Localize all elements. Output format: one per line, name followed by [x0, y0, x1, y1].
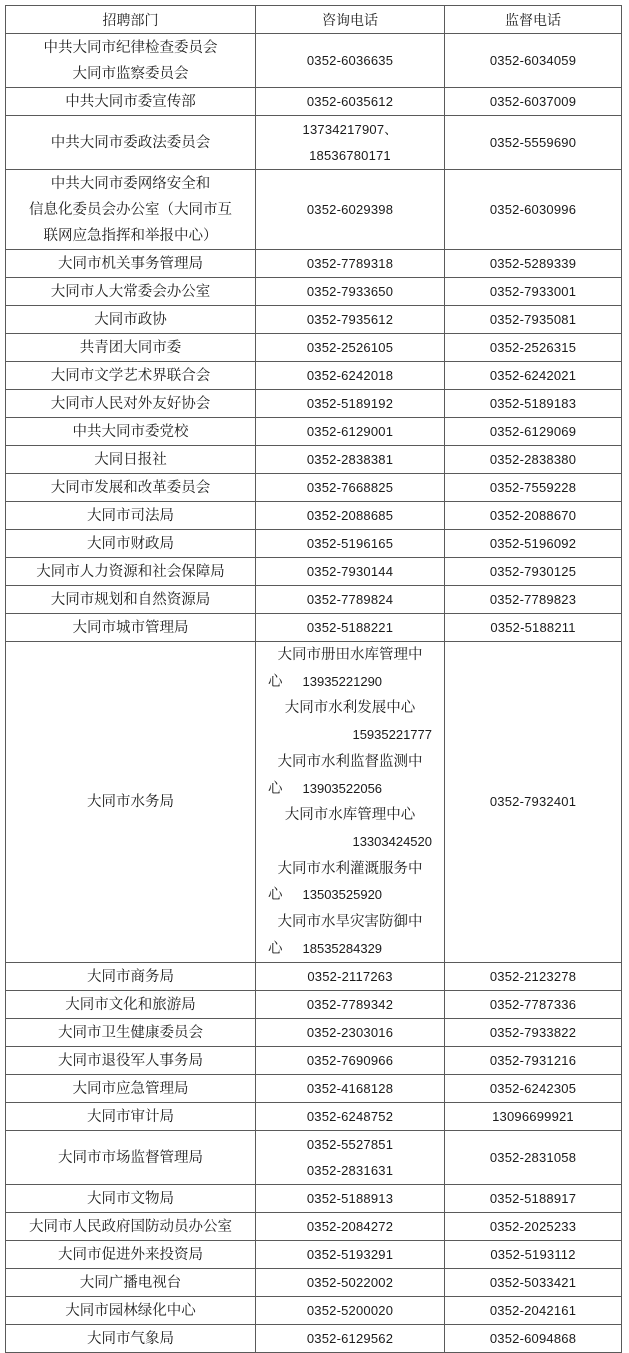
supervise-phone-cell: 0352-7559228 — [445, 474, 622, 502]
consult-phone: 18536780171 — [309, 147, 391, 163]
header-consult-phone: 咨询电话 — [256, 6, 445, 34]
table-row — [6, 418, 622, 446]
department-line: 大同市应急管理局 — [72, 1080, 189, 1097]
unit-name-tail: 心 — [268, 673, 283, 690]
table-row — [6, 642, 622, 963]
department-cell — [6, 1047, 256, 1075]
consult-phone: 0352-5527851 — [306, 1136, 394, 1152]
department-cell — [6, 390, 256, 418]
department-line: 中共大同市委政法委员会 — [50, 134, 211, 151]
consult-phone-cell — [256, 1297, 445, 1325]
consult-phone-cell — [256, 963, 445, 991]
department-cell — [6, 334, 256, 362]
unit-phone: 13903522056 — [302, 780, 383, 796]
supervise-phone-cell: 0352-5193112 — [445, 1241, 622, 1269]
table-row — [6, 390, 622, 418]
department-line: 大同日报社 — [94, 451, 167, 468]
department-line: 大同广播电视台 — [79, 1274, 182, 1291]
consult-phone: 0352-6248752 — [306, 1108, 394, 1124]
unit-name-line — [258, 695, 442, 722]
department-cell — [6, 34, 256, 88]
unit-phone: 13303424520 — [352, 833, 432, 849]
table-row — [6, 1269, 622, 1297]
unit-name: 大同市水利灌溉服务中 — [277, 860, 423, 877]
consult-phone-cell — [256, 1131, 445, 1185]
unit-phone-line — [258, 669, 442, 696]
unit-name-line — [258, 749, 442, 776]
supervise-phone-cell: 0352-5033421 — [445, 1269, 622, 1297]
table-row — [6, 1213, 622, 1241]
table-row — [6, 1185, 622, 1213]
table-row — [6, 334, 622, 362]
supervise-phone-cell: 0352-6037009 — [445, 88, 622, 116]
supervise-phone-cell: 0352-2025233 — [445, 1213, 622, 1241]
consult-phone: 0352-7789342 — [306, 996, 394, 1012]
department-cell — [6, 88, 256, 116]
table-row — [6, 558, 622, 586]
consult-phone-cell — [256, 1241, 445, 1269]
consult-phone-cell — [256, 1075, 445, 1103]
department-line: 大同市卫生健康委员会 — [58, 1024, 203, 1041]
department-cell — [6, 1213, 256, 1241]
supervise-phone-cell: 0352-5188917 — [445, 1185, 622, 1213]
department-line: 大同市司法局 — [87, 507, 174, 524]
consult-phone: 0352-4168128 — [306, 1080, 394, 1096]
department-cell — [6, 963, 256, 991]
department-cell — [6, 306, 256, 334]
department-cell — [6, 170, 256, 250]
department-cell — [6, 1131, 256, 1185]
table-row — [6, 278, 622, 306]
supervise-phone-cell: 0352-5196092 — [445, 530, 622, 558]
supervise-phone-cell: 0352-6242305 — [445, 1075, 622, 1103]
department-line: 信息化委员会办公室（大同市互 — [29, 201, 232, 218]
consult-phone-cell — [256, 390, 445, 418]
department-cell — [6, 991, 256, 1019]
department-line: 大同市园林绿化中心 — [65, 1302, 196, 1319]
department-line: 大同市促进外来投资局 — [58, 1246, 203, 1263]
unit-phone-line — [258, 829, 442, 856]
table-row — [6, 170, 622, 250]
department-cell — [6, 1075, 256, 1103]
consult-phone-cell — [256, 642, 445, 963]
table-row — [6, 34, 622, 88]
table-row — [6, 1103, 622, 1131]
consult-phone-cell — [256, 1269, 445, 1297]
department-cell — [6, 474, 256, 502]
department-cell — [6, 1297, 256, 1325]
consult-phone-cell — [256, 250, 445, 278]
table-row — [6, 991, 622, 1019]
consult-phone: 0352-2084272 — [306, 1218, 394, 1234]
unit-phone-line — [258, 776, 442, 803]
consult-phone: 0352-7935612 — [306, 311, 394, 327]
unit-name-line — [258, 909, 442, 936]
consult-phone: 0352-2838381 — [306, 451, 394, 467]
supervise-phone-cell: 0352-7931216 — [445, 1047, 622, 1075]
department-cell — [6, 502, 256, 530]
consult-phone-cell — [256, 1103, 445, 1131]
consult-phone: 0352-5022002 — [306, 1274, 394, 1290]
consult-phone-cell — [256, 502, 445, 530]
unit-name: 大同市水利发展中心 — [284, 700, 416, 717]
department-line: 大同市发展和改革委员会 — [50, 479, 211, 496]
unit-name-tail: 心 — [268, 887, 283, 904]
department-line: 大同市机关事务管理局 — [58, 255, 203, 272]
unit-name-tail: 心 — [268, 780, 283, 797]
consult-phone-cell — [256, 170, 445, 250]
consult-phone-cell — [256, 446, 445, 474]
department-cell — [6, 446, 256, 474]
supervise-phone-cell: 0352-6094868 — [445, 1325, 622, 1353]
consult-phone-cell — [256, 34, 445, 88]
consult-phone: 0352-6129001 — [306, 423, 394, 439]
consult-phone: 0352-6242018 — [306, 367, 394, 383]
consult-phone: 0352-7690966 — [306, 1052, 394, 1068]
supervise-phone-cell: 0352-7933822 — [445, 1019, 622, 1047]
supervise-phone-cell: 0352-7932401 — [445, 642, 622, 963]
department-line: 大同市政协 — [94, 311, 167, 328]
supervise-phone-cell: 0352-6034059 — [445, 34, 622, 88]
unit-name: 大同市册田水库管理中 — [277, 647, 423, 663]
department-line: 共青团大同市委 — [79, 339, 182, 356]
department-cell — [6, 558, 256, 586]
department-line: 联网应急指挥和举报中心） — [43, 227, 218, 244]
department-line: 中共大同市委宣传部 — [65, 93, 196, 110]
consult-phone: 0352-6029398 — [306, 201, 394, 217]
recruitment-contacts-table — [5, 5, 622, 1353]
table-row — [6, 963, 622, 991]
consult-phone: 0352-6036635 — [306, 52, 394, 68]
table-row — [6, 1325, 622, 1353]
department-cell — [6, 1103, 256, 1131]
department-line: 大同市城市管理局 — [72, 619, 189, 636]
consult-phone-cell — [256, 558, 445, 586]
header-department: 招聘部门 — [6, 6, 256, 34]
consult-phone-cell — [256, 614, 445, 642]
table-row — [6, 1241, 622, 1269]
consult-phone-cell — [256, 116, 445, 170]
consult-phone: 0352-2526105 — [306, 339, 394, 355]
consult-phone: 0352-7789318 — [306, 255, 394, 271]
table-row — [6, 306, 622, 334]
consult-phone: 0352-2088685 — [306, 507, 394, 523]
unit-name: 大同市水利监督监测中 — [277, 753, 423, 770]
unit-name: 大同市水旱灾害防御中 — [277, 914, 423, 931]
department-line: 大同市文化和旅游局 — [65, 996, 196, 1013]
unit-phone: 15935221777 — [352, 727, 432, 743]
consult-phone: 0352-2831631 — [306, 1162, 394, 1178]
supervise-phone-cell: 0352-7789823 — [445, 586, 622, 614]
table-row — [6, 362, 622, 390]
unit-phone-line — [258, 936, 442, 963]
supervise-phone-cell: 0352-5188211 — [445, 614, 622, 642]
table-row — [6, 446, 622, 474]
consult-phone: 13734217907、 — [302, 121, 398, 137]
department-cell — [6, 278, 256, 306]
supervise-phone-cell: 0352-2526315 — [445, 334, 622, 362]
department-cell — [6, 614, 256, 642]
supervise-phone-cell: 0352-5559690 — [445, 116, 622, 170]
unit-name-line — [258, 856, 442, 883]
unit-name-line — [258, 642, 442, 669]
department-line: 大同市市场监督管理局 — [58, 1149, 203, 1166]
supervise-phone-cell: 0352-7930125 — [445, 558, 622, 586]
header-supervise-phone: 监督电话 — [445, 6, 622, 34]
table-row — [6, 586, 622, 614]
department-cell — [6, 1019, 256, 1047]
supervise-phone-cell: 0352-6242021 — [445, 362, 622, 390]
department-line: 大同市退役军人事务局 — [58, 1052, 203, 1069]
table-row — [6, 1131, 622, 1185]
department-cell — [6, 116, 256, 170]
supervise-phone-cell: 0352-5289339 — [445, 250, 622, 278]
supervise-phone-cell: 0352-2042161 — [445, 1297, 622, 1325]
supervise-phone-cell: 0352-5189183 — [445, 390, 622, 418]
department-line: 中共大同市委党校 — [72, 423, 189, 440]
consult-phone: 0352-7789824 — [306, 591, 394, 607]
table-row — [6, 116, 622, 170]
department-line: 中共大同市纪律检查委员会 — [43, 39, 218, 56]
supervise-phone-cell: 0352-7935081 — [445, 306, 622, 334]
department-line: 大同市人民对外友好协会 — [50, 395, 211, 412]
table-row — [6, 88, 622, 116]
unit-name: 大同市水库管理中心 — [284, 807, 416, 824]
consult-phone-cell — [256, 278, 445, 306]
table-row — [6, 250, 622, 278]
department-cell — [6, 1185, 256, 1213]
supervise-phone-cell: 0352-7787336 — [445, 991, 622, 1019]
consult-phone-cell — [256, 306, 445, 334]
consult-phone: 0352-7933650 — [306, 283, 394, 299]
department-line: 大同市财政局 — [87, 535, 174, 552]
department-line: 大同市文物局 — [87, 1190, 174, 1207]
department-cell — [6, 1241, 256, 1269]
consult-phone-cell — [256, 1213, 445, 1241]
consult-phone-cell — [256, 88, 445, 116]
consult-phone: 0352-5188913 — [306, 1190, 394, 1206]
supervise-phone-cell: 0352-6129069 — [445, 418, 622, 446]
consult-phone-cell — [256, 1185, 445, 1213]
consult-phone: 0352-6035612 — [306, 93, 394, 109]
department-line: 大同市文学艺术界联合会 — [50, 367, 211, 384]
consult-phone: 0352-5193291 — [306, 1246, 394, 1262]
department-line: 大同市监察委员会 — [72, 65, 189, 82]
department-line: 大同市人民政府国防动员办公室 — [29, 1218, 232, 1235]
table-row — [6, 1297, 622, 1325]
department-line: 大同市水务局 — [87, 794, 174, 811]
supervise-phone-cell: 0352-2831058 — [445, 1131, 622, 1185]
unit-phone: 13503525920 — [302, 887, 383, 903]
consult-phone-cell — [256, 418, 445, 446]
consult-phone: 0352-2303016 — [306, 1024, 394, 1040]
header-row — [6, 6, 622, 34]
consult-phone-cell — [256, 1047, 445, 1075]
supervise-phone-cell: 0352-2123278 — [445, 963, 622, 991]
department-line: 中共大同市委网络安全和 — [50, 175, 211, 192]
table-row — [6, 474, 622, 502]
department-line: 大同市人大常委会办公室 — [50, 283, 211, 300]
consult-phone: 0352-5188221 — [306, 619, 394, 635]
consult-phone: 0352-2117263 — [307, 968, 393, 984]
supervise-phone-cell: 0352-2088670 — [445, 502, 622, 530]
table-row — [6, 1019, 622, 1047]
consult-phone-cell — [256, 362, 445, 390]
department-line: 大同市规划和自然资源局 — [50, 591, 211, 608]
department-cell — [6, 586, 256, 614]
consult-phone: 0352-6129562 — [306, 1330, 394, 1346]
department-cell — [6, 642, 256, 963]
consult-phone-cell — [256, 334, 445, 362]
consult-phone-cell — [256, 1325, 445, 1353]
supervise-phone-cell: 13096699921 — [445, 1103, 622, 1131]
table-row — [6, 614, 622, 642]
department-cell — [6, 362, 256, 390]
department-line: 大同市气象局 — [87, 1330, 174, 1347]
unit-phone: 13935221290 — [302, 673, 383, 689]
supervise-phone-cell: 0352-2838380 — [445, 446, 622, 474]
consult-phone: 0352-5196165 — [306, 535, 394, 551]
unit-name-line — [258, 802, 442, 829]
consult-phone: 0352-5200020 — [306, 1302, 394, 1318]
supervise-phone-cell: 0352-7933001 — [445, 278, 622, 306]
consult-phone-cell — [256, 530, 445, 558]
consult-phone-cell — [256, 991, 445, 1019]
consult-phone: 0352-5189192 — [306, 395, 394, 411]
supervise-phone-cell: 0352-6030996 — [445, 170, 622, 250]
table-row — [6, 1047, 622, 1075]
unit-phone-line — [258, 882, 442, 909]
unit-name-tail: 心 — [268, 940, 283, 957]
table-row — [6, 502, 622, 530]
consult-phone-cell — [256, 1019, 445, 1047]
department-line: 大同市人力资源和社会保障局 — [36, 563, 225, 580]
department-cell — [6, 250, 256, 278]
department-cell — [6, 1325, 256, 1353]
consult-phone: 0352-7668825 — [306, 479, 394, 495]
department-cell — [6, 530, 256, 558]
department-cell — [6, 418, 256, 446]
consult-phone: 0352-7930144 — [306, 563, 394, 579]
consult-phone-cell — [256, 586, 445, 614]
department-cell — [6, 1269, 256, 1297]
unit-phone: 18535284329 — [302, 940, 383, 956]
table-row — [6, 1075, 622, 1103]
unit-phone-line — [258, 722, 442, 749]
table-row — [6, 530, 622, 558]
department-line: 大同市审计局 — [87, 1108, 174, 1125]
department-line: 大同市商务局 — [87, 968, 174, 985]
consult-phone-cell — [256, 474, 445, 502]
